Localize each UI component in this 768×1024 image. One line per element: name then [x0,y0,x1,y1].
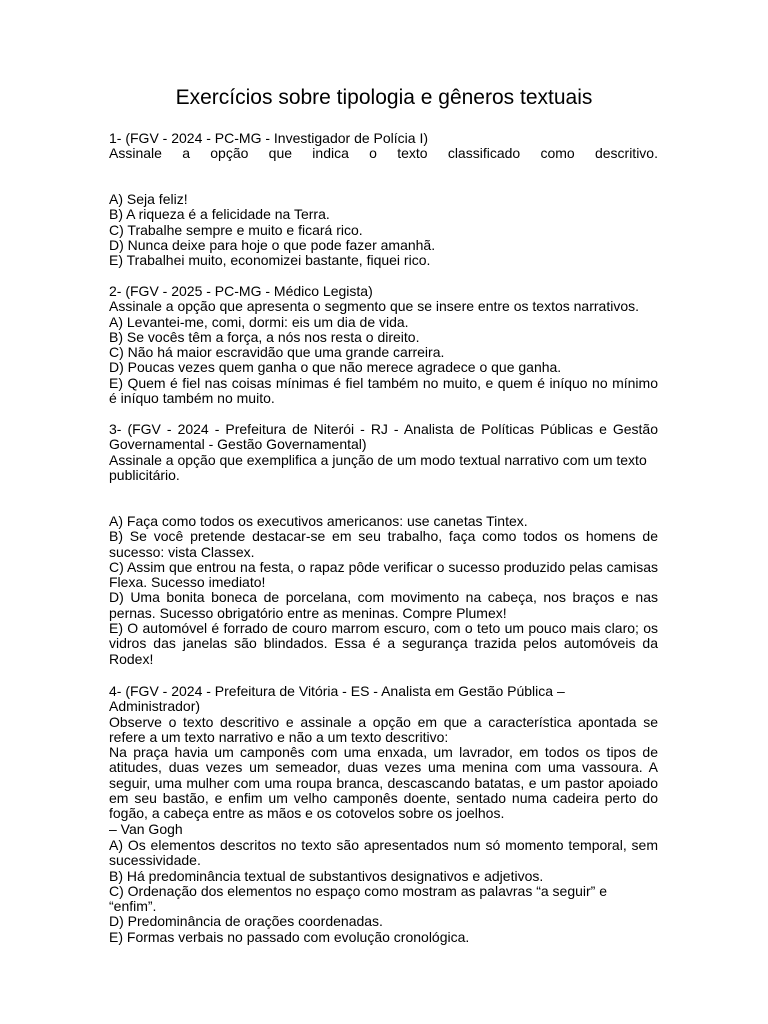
option-item: D) Uma bonita boneca de porcelana, com movimento na cabeça, nos braços e nas pernas. Sucesso obrigatório entre as meninas. Compre Plumex! [109,589,658,621]
option-item: E) Quem é fiel nas coisas mínimas é fiel também no muito, e quem é iníquo no mínimo é iníquo também no muito. [109,374,658,407]
question-prompt: Assinale a opção que apresenta o segmento que se insere entre os textos narrativos. [109,298,639,315]
question-1-options [109,192,658,268]
option-item: C) Ordenação dos elementos no espaço como mostram as palavras “a seguir” e “enfim”. [109,882,608,915]
question-3-options [109,514,658,667]
option-item: D) Nunca deixe para hoje o que pode fazer amanhã. [109,236,436,253]
option-item: A) Seja feliz! [109,191,188,207]
question-prompt: Assinale a opção que indica o texto classificado como descritivo. [109,145,658,162]
question-header: 3- (FGV - 2024 - Prefeitura de Niterói - RJ - Analista de Políticas Públicas e Gestão Governamental - Gestão Governamental) [109,421,658,453]
question-1 [109,131,658,162]
option-item: D) Poucas vezes quem ganha o que não merece agradece o que ganha. [109,359,562,376]
option-item: A) Faça como todos os executivos americanos: use canetas Tintex. [109,513,528,529]
question-header: 4- (FGV - 2024 - Prefeitura de Vitória - ES - Analista em Gestão Pública – Administrador) [109,683,565,715]
passage-attribution: – Van Gogh [109,820,183,837]
option-item: D) Predominância de orações coordenadas. [109,913,383,930]
option-item: C) Não há maior escravidão que uma grande carreira. [109,344,445,361]
option-item: A) Os elementos descritos no texto são apresentados num só momento temporal, sem sucessividade. [109,837,658,869]
page-title: Exercícios sobre tipologia e gêneros textuais [175,86,593,109]
question-prompt: Observe o texto descritivo e assinale a opção em que a característica apontada se refere a um texto narrativo e não a um texto descritivo: [109,713,658,745]
passage-text: Na praça havia um camponês com uma enxada, um lavrador, em todos os tipos de atitudes, duas vezes um semeador, duas vezes uma menina com uma vassoura. A seguir, uma mulher com uma roupa branca, descascando batatas, e um pastor apoiado em seu bastão, e enfim um velho camponês doente, sentado numa cadeira perto do fogão, a cabeça entre as mãos e os cotovelos sobre os joelhos. [109,744,658,822]
question-prompt: Assinale a opção que exemplifica a junção de um modo textual narrativo com um texto publicitário. [109,451,647,483]
question-4-options [109,838,658,945]
question-header: 1- (FGV - 2024 - PC-MG - Investigador de Polícia I) [109,130,428,146]
option-item: B) A riqueza é a felicidade na Terra. [109,206,330,223]
question-3 [109,422,658,483]
option-item: E) O automóvel é forrado de couro marrom escuro, com o teto um pouco mais claro; os vidros das janelas são blindados. Essa é a segurança trazida pelos automóveis da Rodex! [109,620,658,667]
question-2 [109,284,658,406]
option-item: C) Assim que entrou na festa, o rapaz pôde verificar o sucesso produzido pelas camisas Flexa. Sucesso imediato! [109,558,658,591]
option-item: E) Trabalhei muito, economizei bastante, fiquei rico. [109,252,431,269]
question-4 [109,684,658,837]
option-item: B) Se vocês têm a força, a nós nos resta o direito. [109,328,420,345]
option-item: C) Trabalhe sempre e muito e ficará rico. [109,221,363,238]
option-item: B) Se você pretende destacar-se em seu trabalho, faça como todos os homens de sucesso: vista Classex. [109,528,658,560]
question-header: 2- (FGV - 2025 - PC-MG - Médico Legista) [109,283,373,299]
option-item: A) Levantei-me, comi, dormi: eis um dia de vida. [109,313,409,330]
option-item: B) Há predominância textual de substantivos designativos e adjetivos. [109,867,544,884]
option-item: E) Formas verbais no passado com evolução cronológica. [109,928,470,945]
